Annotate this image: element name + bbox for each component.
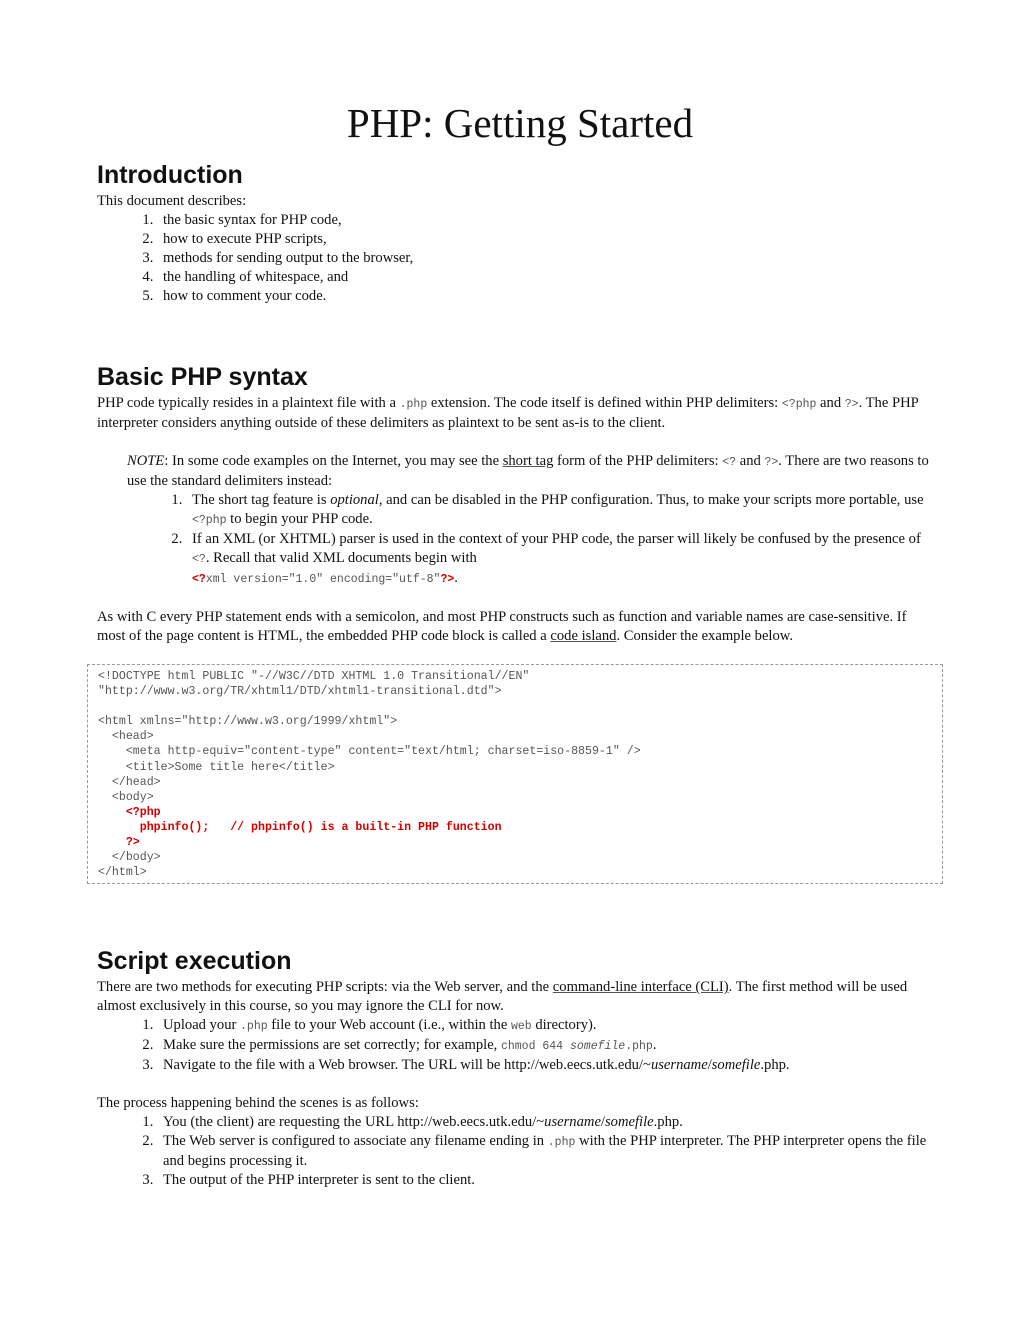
short-tag-link[interactable]: short tag [502, 453, 554, 469]
execution-paragraph-1: There are two methods for executing PHP scripts: via the Web server, and the command-line interface (CLI). The first method will be used almost exclusively in this course, so you may ignore the CLI for now. [97, 979, 908, 1015]
page-title: PHP: Getting Started [346, 100, 694, 146]
code-line: <head> [98, 730, 154, 744]
list-item: 3. Navigate to the file with a Web browser. The URL will be http://web.eecs.utk.edu/~username/somefile.php. [157, 1056, 937, 1075]
code-line: </body> [98, 851, 161, 865]
syntax-paragraph-2: As with C every PHP statement ends with a semicolon, and most PHP constructs such as function and variable names are case-sensitive. If most of the page content is HTML, the embedded PHP code block is called a code island. Consider the example below. [97, 609, 907, 644]
code-line: <body> [98, 790, 154, 804]
document-page [97, 100, 937, 1190]
code-line: <title>Some title here</title> [98, 760, 335, 774]
execution-paragraph-2: The process happening behind the scenes is as follows: [97, 1095, 419, 1112]
code-line-php: phpinfo(); // phpinfo() is a built-in PHP function [98, 820, 502, 834]
list-item: 1. The short tag feature is optional, and can be disabled in the PHP configuration. Thus, to make your scripts more portable, use <?php to begin your PHP code. [186, 491, 937, 530]
list-item: 1. You (the client) are requesting the URL http://web.eecs.utk.edu/~username/somefile.php. [157, 1113, 937, 1132]
intro-lead: This document describes: [97, 193, 247, 209]
list-item: 4. the handling of whitespace, and [157, 268, 937, 287]
note-list [127, 491, 937, 589]
list-item: 5. how to comment your code. [157, 287, 937, 306]
list-item: 1. Upload your .php file to your Web account (i.e., within the web directory). [157, 1016, 937, 1036]
list-item: 2. The Web server is configured to associate any filename ending in .php with the PHP interpreter. The PHP interpreter opens the file and begins processing it. [157, 1132, 937, 1171]
note-paragraph: NOTE: In some code examples on the Internet, you may see the short tag form of the PHP delimiters: <? and ?>. There are two reasons to use the standard delimiters instead: [127, 453, 929, 489]
list-item: 2. Make sure the permissions are set correctly; for example, chmod 644 somefile.php. [157, 1036, 937, 1056]
code-example [87, 664, 943, 884]
code-line: <meta http-equiv="content-type" content="text/html; charset=iso-8859-1" /> [98, 745, 641, 759]
list-item: 2. If an XML (or XHTML) parser is used in the context of your PHP code, the parser will likely be confused by the presence of <?. Recall that valid XML documents begin with <?xml version="1.0" encoding="utf-8"?>. [186, 530, 937, 589]
execution-steps [97, 1016, 937, 1075]
execution-heading: Script execution [97, 947, 292, 976]
code-line: </head> [98, 775, 161, 789]
list-item: 2. how to execute PHP scripts, [157, 230, 937, 249]
note-block [127, 452, 937, 589]
code-line: "http://www.w3.org/TR/xhtml1/DTD/xhtml1-transitional.dtd"> [98, 685, 502, 699]
code-line: <html xmlns="http://www.w3.org/1999/xhtml"> [98, 715, 398, 729]
list-item: 1. the basic syntax for PHP code, [157, 211, 937, 230]
code-line-php: <?php [98, 805, 161, 819]
list-item: 3. The output of the PHP interpreter is sent to the client. [157, 1171, 937, 1190]
code-line [98, 699, 932, 714]
intro-list [97, 211, 937, 306]
syntax-heading: Basic PHP syntax [97, 363, 308, 391]
process-steps [97, 1113, 937, 1190]
code-line-php: ?> [98, 836, 140, 850]
list-item: 3. methods for sending output to the browser, [157, 249, 937, 268]
intro-heading: Introduction [97, 161, 243, 189]
cli-link[interactable]: command-line interface (CLI) [552, 979, 729, 996]
code-line: </html> [98, 866, 147, 880]
code-line: <!DOCTYPE html PUBLIC "-//W3C//DTD XHTML 1.0 Transitional//EN" [98, 670, 530, 683]
code-island-link[interactable]: code island [550, 628, 617, 644]
syntax-paragraph-1: PHP code typically resides in a plaintext file with a .php extension. The code itself is defined within PHP delimiters: <?php and ?>. The PHP interpreter considers anything outside of these delimiters as plaintext to be sent as-is to the client. [97, 395, 919, 431]
